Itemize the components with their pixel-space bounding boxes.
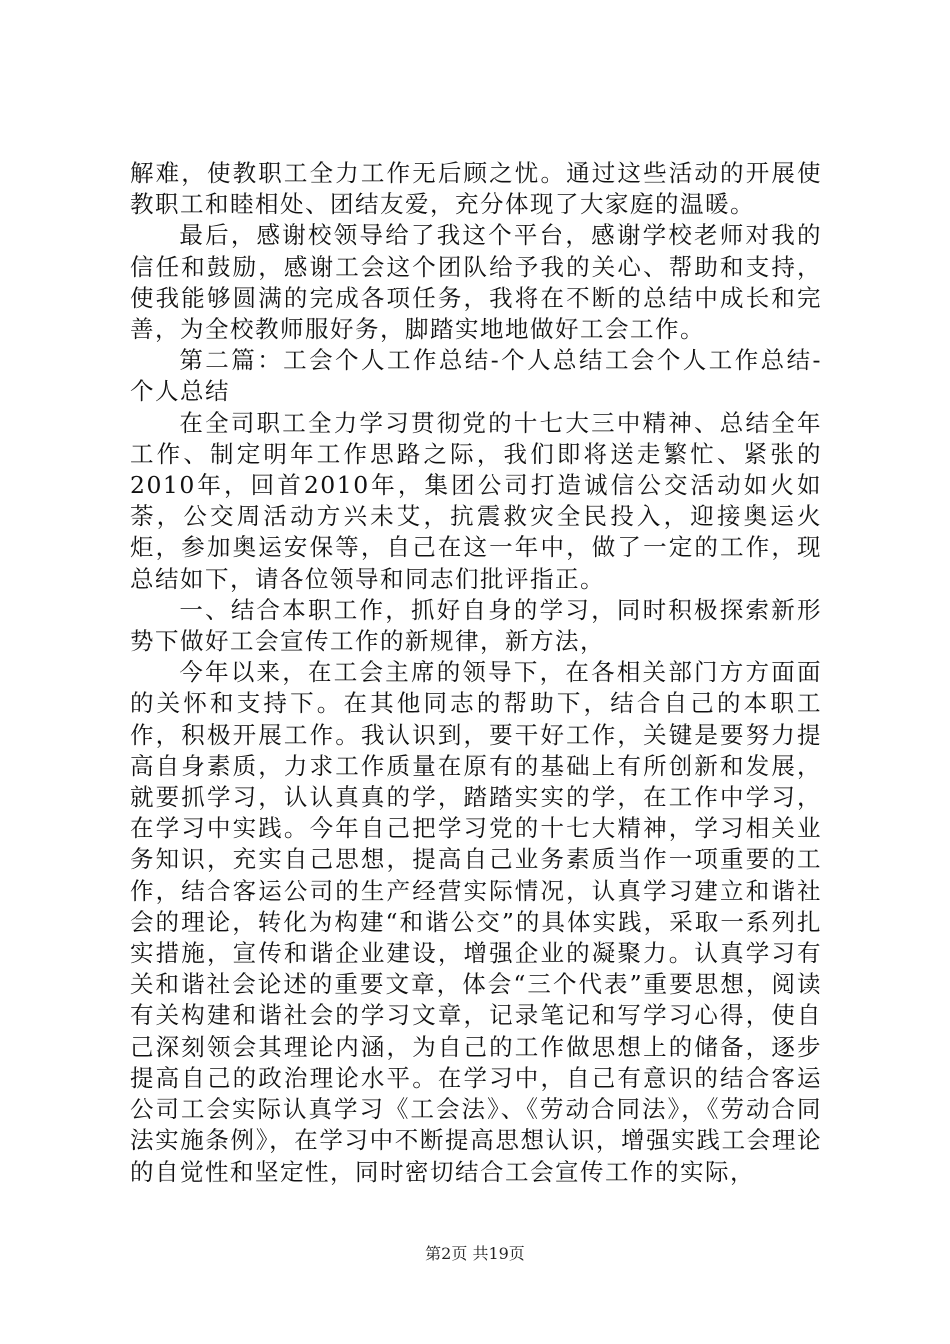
paragraph-1: 解难，使教职工全力工作无后顾之忧。通过这些活动的开展使教职工和睦相处、团结友爱，充分体现了大家庭的温暖。 <box>130 159 822 219</box>
paragraph-4: 今年以来，在工会主席的领导下，在各相关部门方方面面的关怀和支持下。在其他同志的帮助下，结合自己的本职工作，积极开展工作。我认识到，要干好工作，关键是要努力提高自身素质，力求工作质量在原有的基础上有所创新和发展，就要抓学习，认认真真的学，踏踏实实的学，在工作中学习，在学习中实践。今年自己把学习党的十七大精神，学习相关业务知识，充实自己思想，提高自己业务素质当作一项重要的工作，结合客运公司的生产经营实际情况，认真学习建立和谐社会的理论，转化为构建“和谐公交”的具体实践，采取一系列扎实措施，宣传和谐企业建设，增强企业的凝聚力。认真学习有关和谐社会论述的重要文章，体会“三个代表”重要思想，阅读有关构建和谐社会的学习文章，记录笔记和写学习心得，使自己深刻领会其理论内涵，为自己的工作做思想上的储备，逐步提高自己的政治理论水平。在学习中，自己有意识的结合客运公司工会实际认真学习《工会法》、《劳动合同法》，《劳动合同法实施条例》，在学习中不断提高思想认识，增强实践工会理论的自觉性和坚定性，同时密切结合工会宣传工作的实际， <box>130 658 822 1186</box>
document-body <box>130 158 822 1188</box>
paragraph-2: 最后，感谢校领导给了我这个平台，感谢学校老师对我的信任和鼓励，感谢工会这个团队给予我的关心、帮助和支持，使我能够圆满的完成各项任务，我将在不断的总结中成长和完善，为全校教师服好务，脚踏实地地做好工会工作。 <box>130 221 822 344</box>
subsection-heading: 一、结合本职工作，抓好自身的学习，同时积极探索新形势下做好工会宣传工作的新规律，新方法， <box>130 595 822 656</box>
paragraph-3: 在全司职工全力学习贯彻党的十七大三中精神、总结全年工作、制定明年工作思路之际，我们即将送走繁忙、紧张的2010年，回首2010年，集团公司打造诚信公交活动如火如荼，公交周活动方兴未艾，抗震救灾全民投入，迎接奥运火炬，参加奥运安保等，自己在这一年中，做了一定的工作，现总结如下，请各位领导和同志们批评指正。 <box>130 408 822 593</box>
section-heading: 第二篇：工会个人工作总结-个人总结工会个人工作总结-个人总结 <box>130 346 822 406</box>
page-number-footer: 第2页 共19页 <box>425 1244 525 1263</box>
